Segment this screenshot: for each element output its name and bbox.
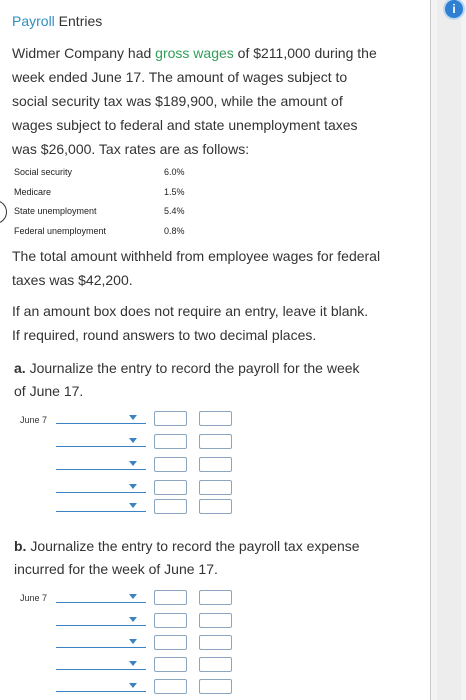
dropdown-arrow-icon[interactable] bbox=[129, 461, 137, 466]
account-dropdown[interactable] bbox=[56, 691, 146, 692]
credit-input[interactable] bbox=[199, 590, 232, 605]
credit-input[interactable] bbox=[199, 679, 232, 694]
debit-input[interactable] bbox=[154, 635, 187, 650]
part-b-entry-row bbox=[56, 634, 238, 648]
credit-input[interactable] bbox=[199, 499, 232, 514]
debit-input[interactable] bbox=[154, 590, 187, 605]
part-a-question bbox=[14, 357, 360, 403]
credit-input[interactable] bbox=[199, 411, 232, 426]
scrollbar-track[interactable] bbox=[437, 0, 461, 700]
intro-text: Widmer Company had bbox=[12, 45, 156, 61]
scrollbar[interactable] bbox=[430, 0, 466, 700]
rate-label: Medicare bbox=[14, 186, 52, 197]
intro-text: of $211,000 during the bbox=[233, 45, 377, 61]
withheld-line: The total amount withheld from employee wages for federal bbox=[12, 248, 381, 264]
dropdown-arrow-icon[interactable] bbox=[129, 594, 137, 599]
debit-input[interactable] bbox=[154, 434, 187, 449]
part-a-date: June 7 bbox=[20, 415, 48, 425]
intro-paragraph bbox=[12, 41, 377, 161]
part-b-text: Journalize the entry to record the payroll tax expense bbox=[26, 538, 360, 554]
instructions-paragraph bbox=[12, 299, 368, 347]
account-dropdown[interactable] bbox=[56, 669, 146, 670]
credit-input[interactable] bbox=[199, 480, 232, 495]
part-b-question bbox=[14, 535, 360, 581]
instructions-line: If required, round answers to two decimal places. bbox=[12, 327, 317, 343]
rate-value: 6.0% bbox=[164, 167, 185, 177]
rate-value: 0.8% bbox=[164, 225, 185, 236]
intro-line: wages subject to federal and state unemployment taxes bbox=[12, 117, 358, 133]
part-b-letter: b. bbox=[14, 538, 27, 554]
rate-value: 5.4% bbox=[164, 206, 185, 216]
account-dropdown[interactable] bbox=[56, 492, 146, 493]
dropdown-arrow-icon[interactable] bbox=[129, 503, 137, 508]
credit-input[interactable] bbox=[199, 457, 232, 472]
tax-rates-table bbox=[14, 166, 234, 244]
credit-input[interactable] bbox=[199, 657, 232, 672]
intro-line: week ended June 17. The amount of wages subject to bbox=[12, 69, 348, 85]
part-b-text: incurred for the week of June 17. bbox=[14, 561, 218, 577]
account-dropdown[interactable] bbox=[56, 602, 146, 603]
dropdown-arrow-icon[interactable] bbox=[129, 617, 137, 622]
intro-line: was $26,000. Tax rates are as follows: bbox=[12, 141, 250, 157]
part-a-text: Journalize the entry to record the payroll for the week bbox=[25, 360, 360, 376]
gross-wages-link[interactable]: gross wages bbox=[155, 45, 234, 61]
part-a-letter: a. bbox=[14, 360, 26, 376]
account-dropdown[interactable] bbox=[56, 625, 146, 626]
part-a-entry-row bbox=[56, 498, 238, 512]
rate-label: Social security bbox=[14, 167, 73, 177]
credit-input[interactable] bbox=[199, 434, 232, 449]
debit-input[interactable] bbox=[154, 480, 187, 495]
part-a-entry-row bbox=[56, 456, 238, 470]
credit-input[interactable] bbox=[199, 613, 232, 628]
dropdown-arrow-icon[interactable] bbox=[129, 438, 137, 443]
debit-input[interactable] bbox=[154, 679, 187, 694]
rate-label: State unemployment bbox=[14, 206, 97, 216]
part-b-entry-row bbox=[56, 589, 238, 603]
part-a-entry-row bbox=[56, 433, 238, 447]
debit-input[interactable] bbox=[154, 657, 187, 672]
account-dropdown[interactable] bbox=[56, 647, 146, 648]
dropdown-arrow-icon[interactable] bbox=[129, 484, 137, 489]
debit-input[interactable] bbox=[154, 613, 187, 628]
account-dropdown[interactable] bbox=[56, 423, 146, 424]
info-icon[interactable]: i bbox=[445, 0, 463, 18]
dropdown-arrow-icon[interactable] bbox=[129, 683, 137, 688]
dropdown-arrow-icon[interactable] bbox=[129, 639, 137, 644]
bracket-mark bbox=[0, 200, 7, 224]
rate-row bbox=[14, 186, 234, 206]
debit-input[interactable] bbox=[154, 499, 187, 514]
account-dropdown[interactable] bbox=[56, 511, 146, 512]
title-accent: Payroll bbox=[12, 13, 55, 29]
part-b-entry-row bbox=[56, 612, 238, 626]
part-b-entry-row bbox=[56, 678, 238, 692]
part-b-entry-row bbox=[56, 656, 238, 670]
rate-row bbox=[14, 166, 234, 186]
dropdown-arrow-icon[interactable] bbox=[129, 661, 137, 666]
dropdown-arrow-icon[interactable] bbox=[129, 415, 137, 420]
withheld-line: taxes was $42,200. bbox=[12, 272, 133, 288]
intro-line: social security tax was $189,900, while the amount of bbox=[12, 93, 343, 109]
debit-input[interactable] bbox=[154, 457, 187, 472]
account-dropdown[interactable] bbox=[56, 446, 146, 447]
account-dropdown[interactable] bbox=[56, 469, 146, 470]
title-rest: Entries bbox=[54, 13, 103, 29]
instructions-line: If an amount box does not require an entry, leave it blank. bbox=[12, 303, 369, 319]
withheld-paragraph bbox=[12, 244, 380, 292]
part-b-date: June 7 bbox=[20, 593, 48, 603]
page-title bbox=[12, 13, 102, 29]
debit-input[interactable] bbox=[154, 411, 187, 426]
rate-label: Federal unemployment bbox=[14, 225, 107, 236]
rate-value: 1.5% bbox=[164, 186, 185, 197]
part-a-entry-row bbox=[56, 479, 238, 493]
rate-row bbox=[14, 205, 234, 225]
rate-row bbox=[14, 225, 234, 245]
credit-input[interactable] bbox=[199, 635, 232, 650]
part-a-text: of June 17. bbox=[14, 383, 84, 399]
part-a-entry-row bbox=[56, 410, 238, 424]
